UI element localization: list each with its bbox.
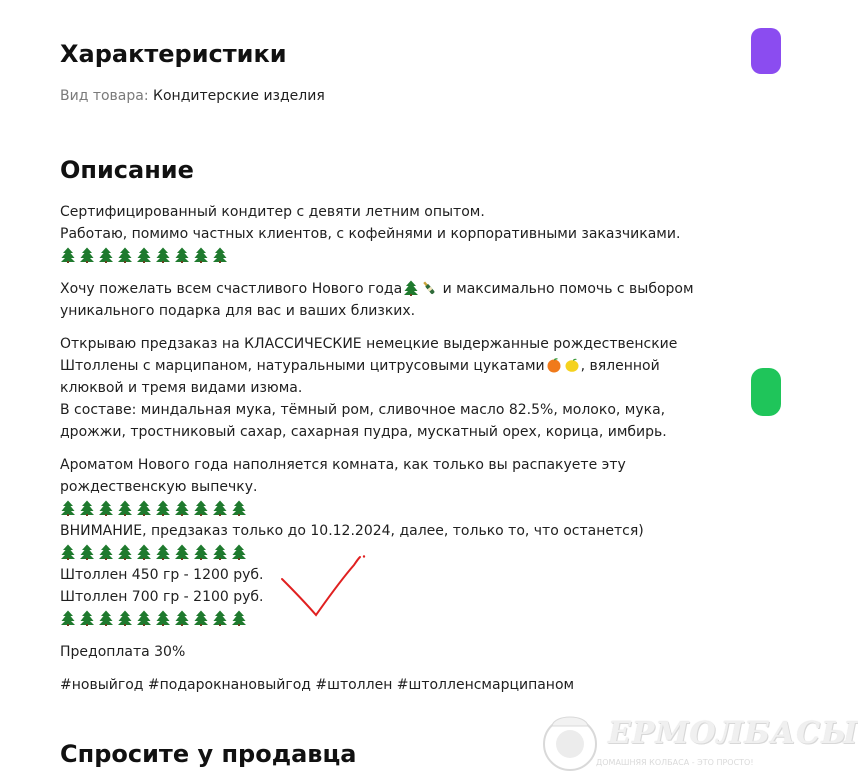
christmas-tree-icon (155, 247, 171, 263)
christmas-tree-icon (117, 500, 133, 516)
christmas-tree-icon (174, 247, 190, 263)
christmas-tree-icon (136, 500, 152, 516)
christmas-tree-icon (212, 544, 228, 560)
tangerine-icon (546, 357, 562, 373)
text-line: Работаю, помимо частных клиентов, с кофейнями и корпоративными заказчиками. (60, 226, 681, 242)
christmas-tree-icon (117, 247, 133, 263)
description-text (60, 201, 700, 707)
paragraph-4 (60, 454, 700, 630)
chef-portrait-icon (538, 710, 602, 774)
christmas-tree-icon (136, 544, 152, 560)
sidebar-green-button[interactable] (751, 368, 781, 416)
description-heading: Описание (60, 156, 194, 184)
prepay-text: Предоплата 30% (60, 644, 186, 660)
christmas-tree-icon (60, 610, 76, 626)
paragraph-1 (60, 201, 700, 267)
christmas-tree-icon (403, 280, 419, 296)
christmas-tree-icon (155, 610, 171, 626)
text-line (60, 278, 700, 300)
spec-row (60, 88, 325, 104)
tree-row (60, 608, 700, 630)
watermark-subtitle: ДОМАШНЯЯ КОЛБАСА - ЭТО ПРОСТО! (596, 758, 754, 767)
tree-row (60, 498, 700, 520)
red-checkmark-annotation (280, 555, 370, 621)
christmas-tree-icon (60, 500, 76, 516)
text-line: клюквой и тремя видами изюма. (60, 380, 303, 396)
text-fragment: и максимально помочь с выбором (438, 281, 694, 297)
christmas-tree-icon (193, 500, 209, 516)
characteristics-heading: Характеристики (60, 40, 287, 68)
watermark-logo (538, 706, 858, 776)
christmas-tree-icon (193, 610, 209, 626)
ask-seller-heading: Спросите у продавца (60, 740, 357, 768)
champagne-bottle-icon (421, 280, 437, 296)
christmas-tree-icon (155, 500, 171, 516)
text-fragment: , вяленной (580, 358, 660, 374)
christmas-tree-icon (155, 544, 171, 560)
christmas-tree-icon (79, 544, 95, 560)
christmas-tree-icon (60, 544, 76, 560)
paragraph-2 (60, 278, 700, 322)
spec-value: Кондитерские изделия (153, 88, 325, 104)
christmas-tree-icon (174, 544, 190, 560)
text-line: уникального подарка для вас и ваших близких. (60, 303, 416, 319)
christmas-tree-icon (212, 610, 228, 626)
text-line: дрожжи, тростниковый сахар, сахарная пудра, мускатный орех, корица, имбирь. (60, 424, 667, 440)
christmas-tree-icon (136, 610, 152, 626)
sidebar-purple-button[interactable] (751, 28, 781, 74)
text-line: рождественскую выпечку. (60, 479, 258, 495)
christmas-tree-icon (117, 544, 133, 560)
christmas-tree-icon (117, 610, 133, 626)
christmas-tree-icon (98, 544, 114, 560)
christmas-tree-icon (231, 544, 247, 560)
hashtags-paragraph (60, 674, 700, 696)
hashtags[interactable]: #новыйгод #подарокнановыйгод #штоллен #штолленсмарципаном (60, 677, 575, 693)
christmas-tree-icon (174, 500, 190, 516)
christmas-tree-icon (231, 610, 247, 626)
christmas-tree-icon (79, 610, 95, 626)
text-fragment: Хочу пожелать всем счастливого Нового года (60, 281, 403, 297)
text-line: Ароматом Нового года наполняется комната, как только вы распакуете эту (60, 457, 626, 473)
price-line: Штоллен 450 гр - 1200 руб. (60, 567, 264, 583)
christmas-tree-icon (79, 247, 95, 263)
christmas-tree-icon (136, 247, 152, 263)
price-line: Штоллен 700 гр - 2100 руб. (60, 589, 264, 605)
text-fragment: Штоллены с марципаном, натуральными цитрусовыми цукатами (60, 358, 545, 374)
christmas-tree-icon (193, 544, 209, 560)
lemon-icon (564, 357, 580, 373)
christmas-tree-icon (60, 247, 76, 263)
christmas-tree-icon (212, 247, 228, 263)
paragraph-3 (60, 333, 700, 443)
text-line: Открываю предзаказ на КЛАССИЧЕСКИЕ немецкие выдержанные рождественские (60, 336, 678, 352)
spec-key: Вид товара: (60, 88, 149, 104)
christmas-tree-icon (98, 610, 114, 626)
prepay-paragraph (60, 641, 700, 663)
christmas-tree-icon (98, 247, 114, 263)
tree-row (60, 245, 700, 267)
christmas-tree-icon (79, 500, 95, 516)
notice-line: ВНИМАНИЕ, предзаказ только до 10.12.2024, далее, только то, что останется) (60, 523, 644, 539)
christmas-tree-icon (98, 500, 114, 516)
christmas-tree-icon (193, 247, 209, 263)
text-line (60, 355, 700, 377)
watermark-title: ЕРМОЛБАСЫ (608, 716, 858, 751)
christmas-tree-icon (174, 610, 190, 626)
text-line: В составе: миндальная мука, тёмный ром, сливочное масло 82.5%, молоко, мука, (60, 402, 666, 418)
text-line: Сертифицированный кондитер с девяти летним опытом. (60, 204, 485, 220)
christmas-tree-icon (231, 500, 247, 516)
christmas-tree-icon (212, 500, 228, 516)
tree-row (60, 542, 700, 564)
